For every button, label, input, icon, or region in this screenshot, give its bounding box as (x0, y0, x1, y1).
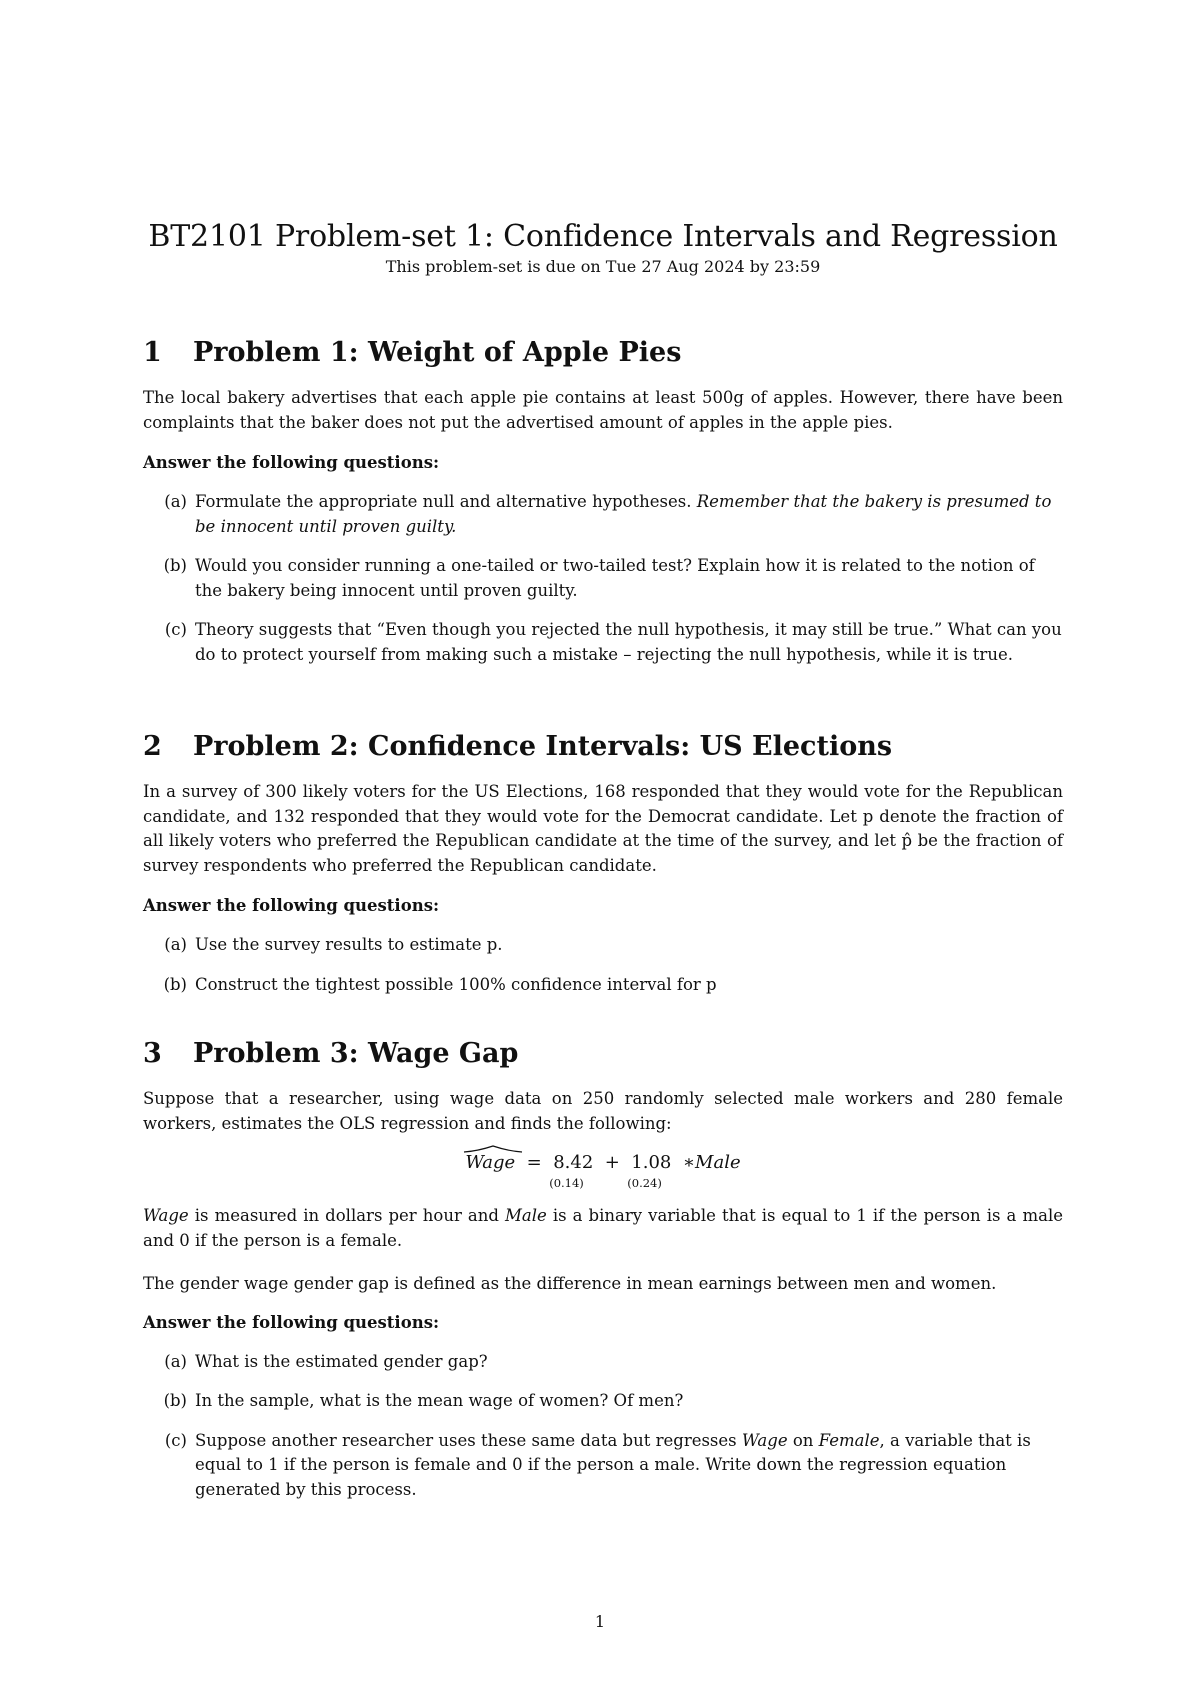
question-text-part: on (787, 1430, 819, 1450)
variable-description-part: is measured in dollars per hour and (188, 1206, 505, 1225)
page-content (143, 218, 1063, 1499)
section-number: 1 (143, 337, 162, 368)
section-intro: In a survey of 300 likely voters for the US Elections, 168 responded that they would vote for the Republican candidate, and 132 responded that they would vote for the Democrat candidate. Let p denote the fraction of all likely voters who preferred the Republican candidate at the time of the survey, and let p̂ be the fraction of survey respondents who preferred the Republican candidate. (143, 782, 1063, 875)
question-list (143, 490, 1063, 667)
question-label: (a) (164, 935, 187, 954)
section-number: 3 (143, 1038, 162, 1069)
question-item (143, 554, 1063, 603)
question-main-text: Formulate the appropriate null and alternative hypotheses. (195, 492, 692, 511)
variable-wage: Wage (143, 1206, 189, 1225)
variable-description (143, 1204, 1063, 1253)
question-list (143, 933, 1063, 997)
gender-gap-definition: The gender wage gender gap is defined as the difference in mean earnings between men and women. (143, 1274, 997, 1293)
wide-hat-accent (463, 1145, 523, 1153)
regression-equation (143, 1150, 1063, 1194)
question-text: What is the estimated gender gap? (195, 1351, 488, 1371)
question-label: (b) (163, 974, 187, 994)
question-text (195, 490, 1063, 539)
equation-times: ∗ (682, 1152, 696, 1173)
equation-lhs-text: Wage (465, 1152, 516, 1173)
question-text: Construct the tightest possible 100% confidence interval for p (195, 974, 717, 994)
section-heading (143, 730, 1063, 764)
question-item (143, 1350, 1063, 1375)
questions-lead: Answer the following questions: (143, 1312, 440, 1332)
section-heading (143, 336, 1063, 370)
slope-standard-error: (0.24) (627, 1176, 662, 1190)
intercept-standard-error: (0.14) (549, 1176, 584, 1190)
equation-lhs (465, 1152, 515, 1173)
variable-male: Male (505, 1206, 547, 1225)
section-problem-1 (143, 336, 1063, 667)
equation-intercept (549, 1152, 594, 1190)
question-text: In the sample, what is the mean wage of women? Of men? (195, 1391, 684, 1410)
question-text (195, 1429, 1063, 1503)
section-title: Problem 1: Weight of Apple Pies (193, 337, 682, 368)
equation-regressor: Male (695, 1152, 741, 1173)
question-emphasis: Remember that the bakery is presumed to be innocent until proven guilty. (195, 492, 1052, 536)
page-number: 1 (594, 1612, 606, 1631)
question-item (143, 490, 1063, 539)
question-text: Theory suggests that “Even though you rejected the null hypothesis, it may still be true.” What can you do to protect yourself from making such a mistake – rejecting the null hypothesis, while it is true. (195, 620, 1062, 664)
section-title: Problem 2: Confidence Intervals: US Elections (193, 731, 893, 762)
question-text-part: , a variable that is equal to 1 if the person is female and 0 if the person a male. Write down the regression equation generated by this process. (195, 1430, 1031, 1499)
question-label: (c) (164, 620, 187, 639)
question-item (143, 933, 1063, 958)
variable-female: Female (818, 1430, 880, 1450)
document-subtitle: This problem-set is due on Tue 27 Aug 2024 by 23:59 (385, 257, 821, 276)
question-item (143, 618, 1063, 667)
question-list (143, 1350, 1063, 1503)
document-title: BT2101 Problem-set 1: Confidence Intervals and Regression (148, 219, 1058, 254)
section-problem-2 (143, 730, 1063, 997)
variable-wage: Wage (741, 1430, 788, 1450)
section-problem-3 (143, 1037, 1063, 1502)
section-intro: Suppose that a researcher, using wage data on 250 randomly selected male workers and 280 female workers, estimates the OLS regression and finds the following: (143, 1089, 1063, 1133)
section-title: Problem 3: Wage Gap (193, 1038, 519, 1069)
question-text: Would you consider running a one-tailed or two-tailed test? Explain how it is related to the notion of the bakery being innocent until proven guilty. (195, 556, 1035, 600)
questions-lead: Answer the following questions: (143, 453, 440, 472)
section-intro: The local bakery advertises that each apple pie contains at least 500g of apples. However, there have been complaints that the baker does not put the advertised amount of apples in the apple pies. (143, 388, 1063, 432)
question-label: (b) (163, 1391, 187, 1410)
question-item (143, 1429, 1063, 1503)
section-number: 2 (143, 731, 162, 762)
question-text-part: Suppose another researcher uses these same data but regresses (195, 1430, 742, 1450)
questions-lead: Answer the following questions: (143, 896, 440, 915)
question-label: (a) (164, 492, 187, 511)
equation-equals: = (526, 1152, 542, 1173)
question-item (143, 973, 1063, 998)
question-label: (b) (163, 556, 187, 575)
question-text: Use the survey results to estimate p. (195, 935, 503, 954)
intercept-value: 8.42 (553, 1152, 594, 1173)
question-label: (a) (164, 1351, 187, 1371)
variable-description-part: is a binary variable that is equal to 1 if the person is a male and 0 if the person is a female. (143, 1206, 1063, 1250)
question-item (143, 1389, 1063, 1414)
question-label: (c) (164, 1430, 187, 1450)
equation-row (143, 1152, 1063, 1190)
equation-plus: + (604, 1152, 620, 1173)
slope-value: 1.08 (631, 1152, 672, 1173)
equation-slope (627, 1152, 672, 1190)
section-heading (143, 1037, 1063, 1071)
